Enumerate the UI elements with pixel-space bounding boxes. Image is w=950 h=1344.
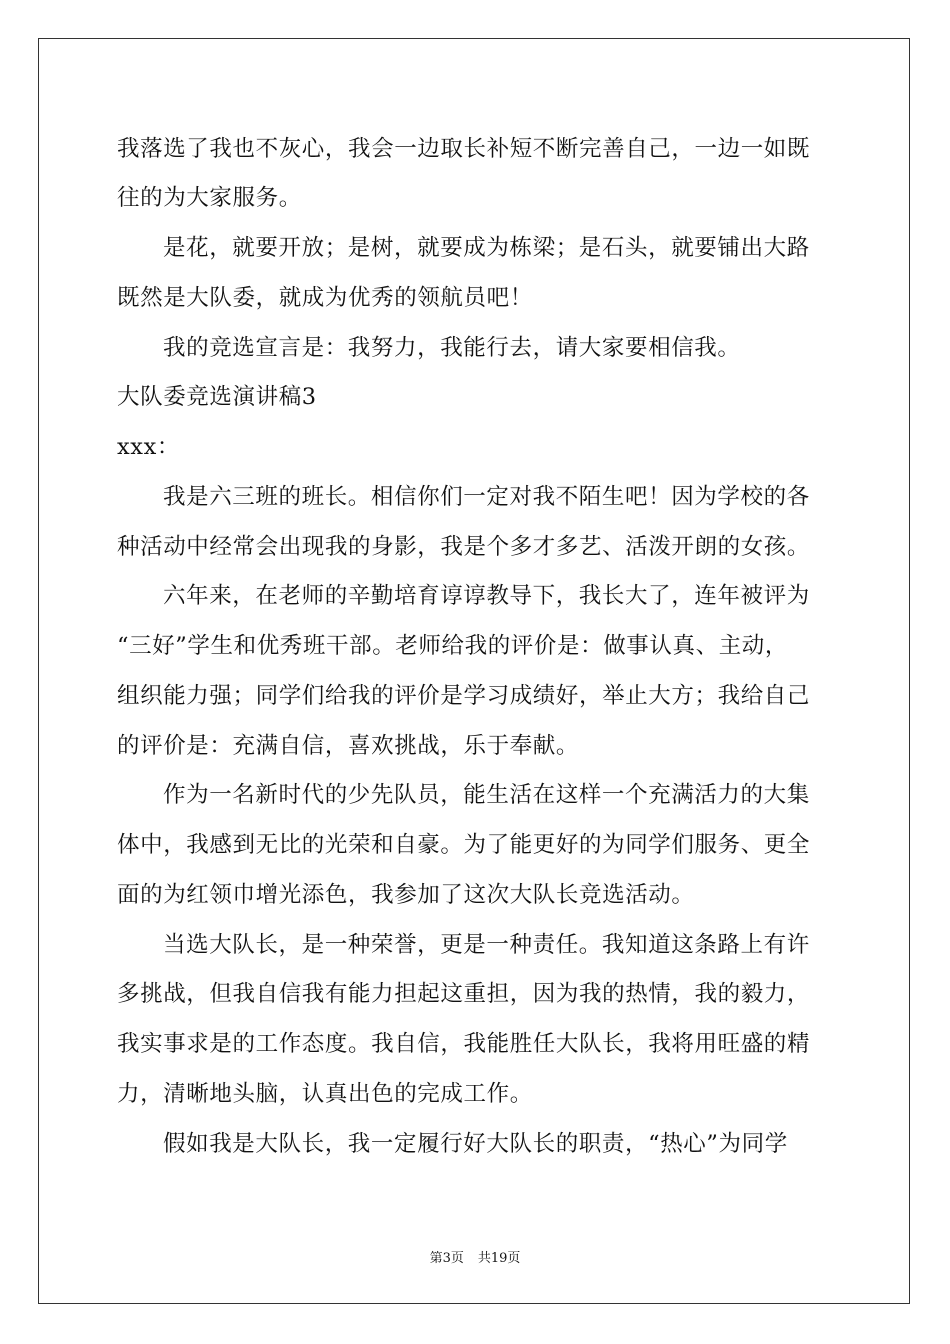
body-line: 往的为大家服务。 <box>117 185 302 211</box>
body-line: 面的为红领巾增光添色，我参加了这次大队长竞选活动。 <box>117 882 695 908</box>
body-line: 我的竞选宣言是：我努力，我能行去，请大家要相信我。 <box>163 335 741 361</box>
body-line: 组织能力强；同学们给我的评价是学习成绩好，举止大方；我给自己 <box>117 683 811 709</box>
page-total: 共19页 <box>477 1251 521 1266</box>
body-line: 多挑战，但我自信我有能力担起这重担，因为我的热情，我的毅力， <box>117 981 811 1007</box>
salutation: xxx： <box>117 434 180 460</box>
body-line: 我实事求是的工作态度。我自信，我能胜任大队长，我将用旺盛的精 <box>117 1031 811 1057</box>
body-line: 当选大队长，是一种荣誉，更是一种责任。我知道这条路上有许 <box>163 932 810 958</box>
body-line: 体中，我感到无比的光荣和自豪。为了能更好的为同学们服务、更全 <box>117 832 811 858</box>
body-line: 我落选了我也不灰心，我会一边取长补短不断完善自己，一边一如既 <box>117 136 811 162</box>
body-line: 六年来，在老师的辛勤培育谆谆教导下，我长大了，连年被评为 <box>163 583 810 609</box>
body-line: 假如我是大队长，我一定履行好大队长的职责，“热心”为同学 <box>163 1131 788 1157</box>
page-footer <box>0 1247 950 1266</box>
body-line: 既然是大队委，就成为优秀的领航员吧！ <box>117 285 533 311</box>
body-line: 作为一名新时代的少先队员，能生活在这样一个充满活力的大集 <box>163 782 810 808</box>
body-line: 种活动中经常会出现我的身影，我是个多才多艺、活泼开朗的女孩。 <box>117 534 811 560</box>
body-line: 我是六三班的班长。相信你们一定对我不陌生吧！因为学校的各 <box>163 484 810 510</box>
page-number: 第3页 <box>429 1251 464 1266</box>
body-line: 力，清晰地头脑，认真出色的完成工作。 <box>117 1081 533 1107</box>
section-heading: 大队委竞选演讲稿3 <box>117 384 317 410</box>
body-line: 是花，就要开放；是树，就要成为栋梁；是石头，就要铺出大路 <box>163 235 810 261</box>
body-line: “三好”学生和优秀班干部。老师给我的评价是：做事认真、主动， <box>117 633 789 659</box>
page-border <box>38 38 910 1304</box>
body-line: 的评价是：充满自信，喜欢挑战，乐于奉献。 <box>117 733 580 759</box>
